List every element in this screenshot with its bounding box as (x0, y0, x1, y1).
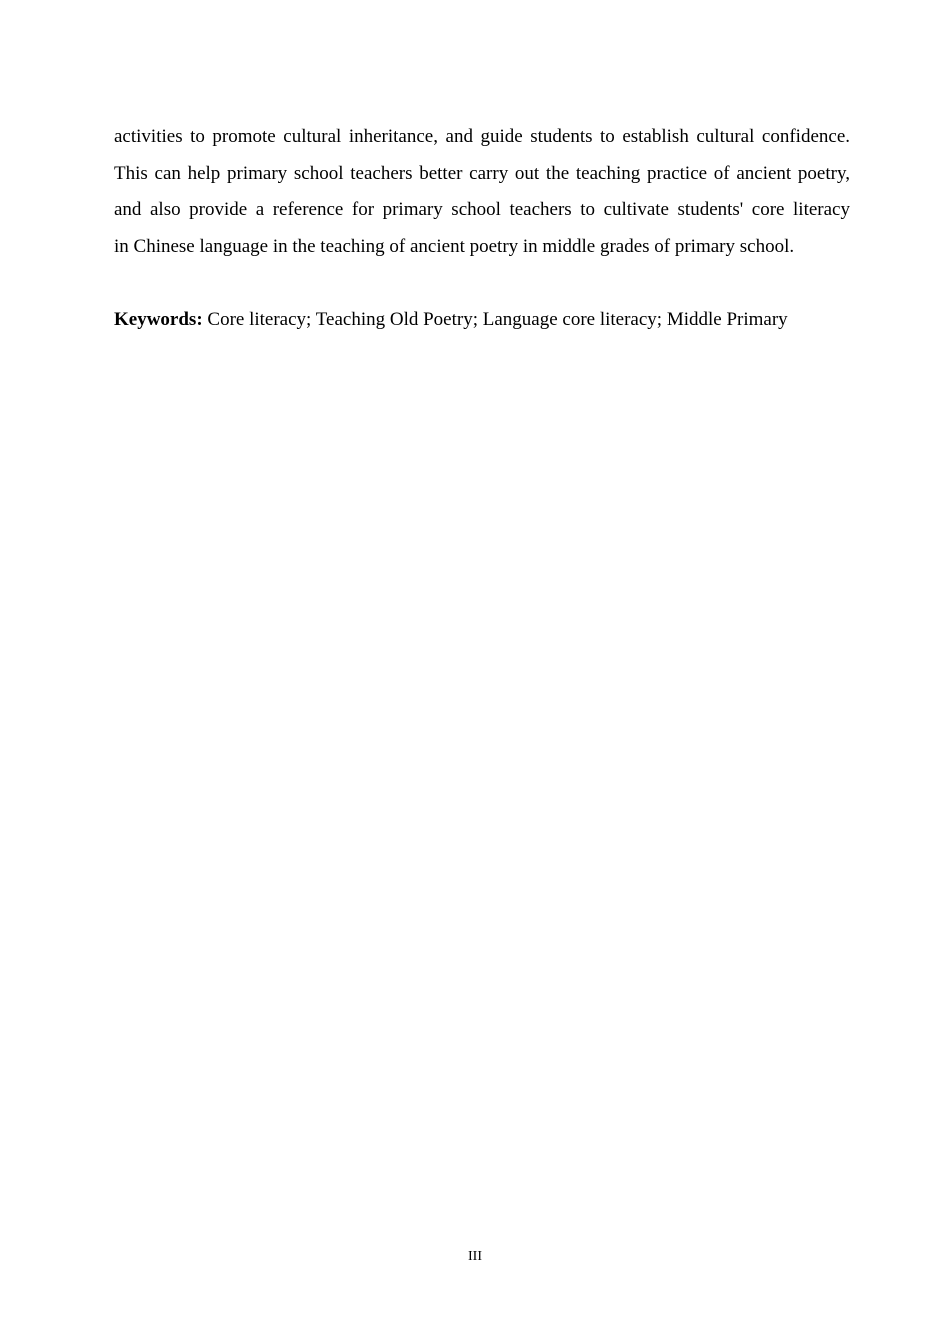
abstract-paragraph (114, 119, 850, 265)
abstract-body (114, 119, 850, 338)
page-number: III (468, 1249, 482, 1264)
keywords-line (114, 302, 850, 339)
paragraph-line: and also provide a reference for primary school teachers to cultivate students' core literacy (114, 199, 850, 220)
paragraph-line: activities to promote cultural inheritance, and guide students to establish cultural confidence. (114, 126, 850, 147)
paragraph-line: in Chinese language in the teaching of ancient poetry in middle grades of primary school. (114, 235, 795, 257)
keywords-label: Keywords: (114, 308, 203, 330)
paragraph-line: This can help primary school teachers better carry out the teaching practice of ancient poetry, (114, 162, 850, 184)
keywords-text: Core literacy; Teaching Old Poetry; Language core literacy; Middle Primary (202, 308, 788, 330)
paragraph-spacer (114, 265, 850, 302)
